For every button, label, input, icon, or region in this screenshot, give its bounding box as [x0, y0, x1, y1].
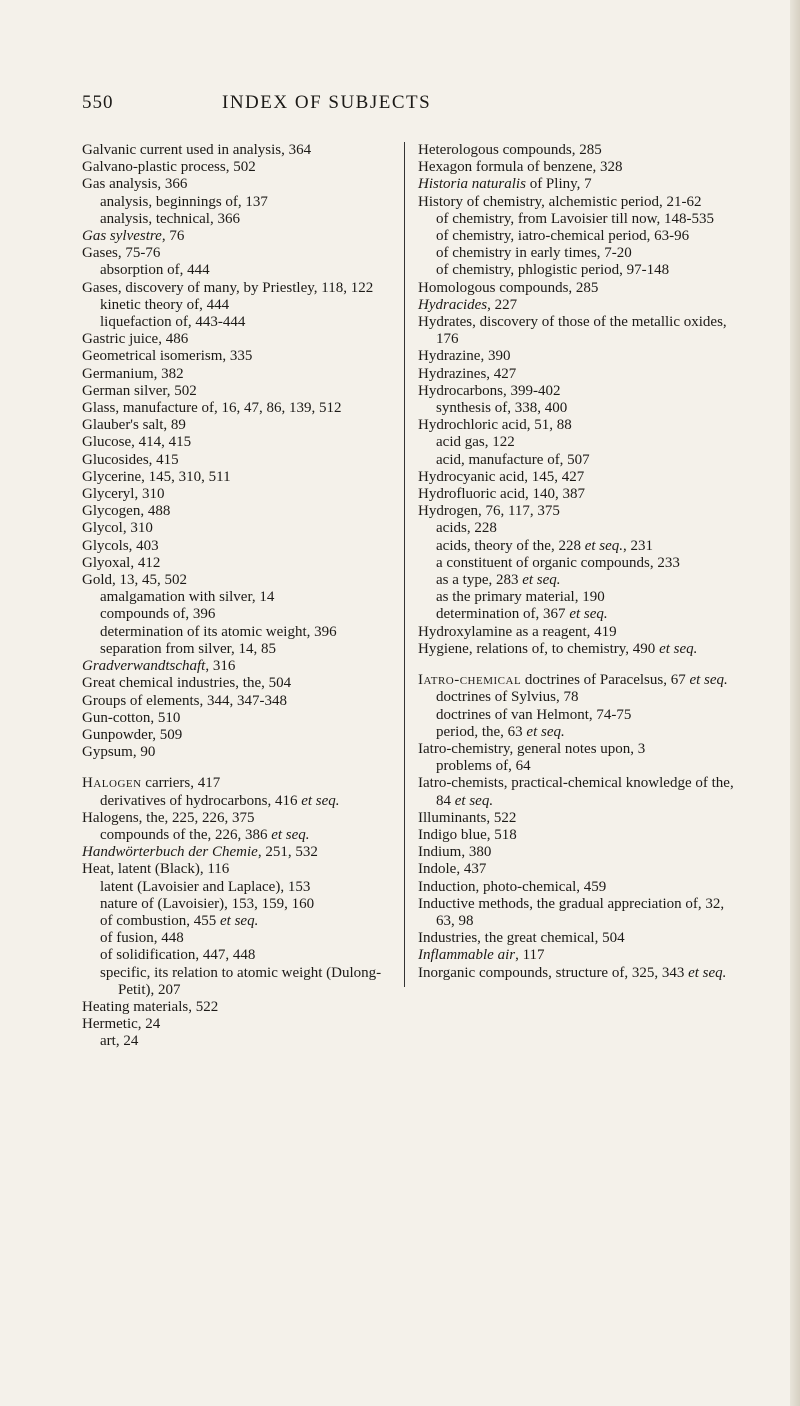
index-subentry: compounds of, 396	[100, 606, 216, 623]
index-entry: Handwörterbuch der Chemie, 251, 532	[82, 844, 318, 861]
index-entry: Galvanic current used in analysis, 364	[82, 142, 312, 158]
index-subentry: acid gas, 122	[436, 434, 515, 451]
column-divider	[404, 142, 405, 987]
index-entry: Glucosides, 415	[82, 451, 179, 468]
index-entry: Hydroxylamine as a reagent, 419	[418, 623, 617, 640]
index-entry: Inflammable air, 117	[418, 947, 545, 964]
index-subentry: synthesis of, 338, 400	[436, 400, 568, 417]
index-entry: Hermetic, 24	[82, 1016, 161, 1033]
index-entry: Glyceryl, 310	[82, 486, 165, 503]
index-subentry: determination of, 367 et seq.	[436, 606, 608, 623]
index-entry: Inductive methods, the gradual appreciation of, 32, 63, 98	[418, 895, 725, 929]
index-subentry: of chemistry, iatro-chemical period, 63-96	[436, 228, 690, 245]
index-subentry: derivatives of hydrocarbons, 416 et seq.	[100, 792, 340, 809]
index-entry: Glauber's salt, 89	[82, 417, 186, 434]
index-entry: Gun-cotton, 510	[82, 709, 181, 726]
index-subentry: compounds of the, 226, 386 et seq.	[100, 826, 310, 843]
index-entry: Groups of elements, 344, 347-348	[82, 692, 287, 709]
index-entry: Hydrochloric acid, 51, 88	[418, 417, 572, 434]
index-column-left	[82, 142, 398, 1051]
index-entry: Iatro-chemistry, general notes upon, 3	[418, 740, 646, 757]
index-entry: Induction, photo-chemical, 459	[418, 878, 607, 895]
index-entry: Illuminants, 522	[418, 809, 517, 826]
index-entry: Hydrogen, 76, 117, 375	[418, 503, 560, 520]
index-entry: Heterologous compounds, 285	[418, 142, 602, 158]
index-entry: Glycogen, 488	[82, 503, 171, 520]
index-entry: Homologous compounds, 285	[418, 279, 599, 296]
index-entry: Halogens, the, 225, 226, 375	[82, 809, 255, 826]
index-entry: Galvano-plastic process, 502	[82, 159, 256, 176]
index-subentry: doctrines of Sylvius, 78	[436, 689, 579, 706]
index-entry: Hexagon formula of benzene, 328	[418, 159, 623, 176]
page-edge	[790, 0, 800, 1406]
index-entry: Industries, the great chemical, 504	[418, 930, 625, 947]
index-entry: Indigo blue, 518	[418, 826, 517, 843]
index-subentry: acid, manufacture of, 507	[436, 451, 590, 468]
index-entry: Glass, manufacture of, 16, 47, 86, 139, 512	[82, 400, 342, 417]
index-subentry: liquefaction of, 443-444	[100, 314, 246, 331]
index-entry: Indium, 380	[418, 844, 492, 861]
index-entry: Hydracides, 227	[418, 296, 518, 313]
index-entry: German silver, 502	[82, 382, 197, 399]
index-subentry: a constituent of organic compounds, 233	[436, 554, 680, 571]
index-subentry: analysis, technical, 366	[100, 210, 240, 227]
index-subentry: kinetic theory of, 444	[100, 296, 230, 313]
page-header	[82, 92, 722, 116]
index-entry: Gastric juice, 486	[82, 331, 189, 348]
index-subentry: art, 24	[100, 1033, 139, 1050]
index-entry: Gas sylvestre, 76	[82, 228, 185, 245]
index-subentry: acids, 228	[436, 520, 497, 537]
index-subentry: as the primary material, 190	[436, 589, 605, 606]
index-entry: Gypsum, 90	[82, 744, 156, 761]
index-entry: Heat, latent (Black), 116	[82, 861, 230, 878]
index-entry: Glyoxal, 412	[82, 554, 161, 571]
index-subentry: of chemistry, from Lavoisier till now, 148-535	[436, 210, 714, 227]
index-subentry: latent (Lavoisier and Laplace), 153	[100, 878, 311, 895]
index-entry: Hydrofluoric acid, 140, 387	[418, 486, 586, 503]
index-entry: Halogen carriers, 417	[82, 775, 221, 792]
index-subentry: of chemistry, phlogistic period, 97-148	[436, 262, 670, 279]
index-subentry: amalgamation with silver, 14	[100, 589, 275, 606]
index-entry: Hydrocyanic acid, 145, 427	[418, 468, 585, 485]
index-entry: Gold, 13, 45, 502	[82, 572, 187, 589]
index-entry: Hydrazine, 390	[418, 348, 511, 365]
index-entry: Hydrocarbons, 399-402	[418, 382, 561, 399]
index-entry: Inorganic compounds, structure of, 325, 343 et seq.	[418, 964, 727, 981]
index-subentry: acids, theory of the, 228 et seq., 231	[436, 537, 654, 554]
index-entry: Gas analysis, 366	[82, 176, 188, 193]
index-entry: Historia naturalis of Pliny, 7	[418, 176, 592, 193]
index-entry: Gases, discovery of many, by Priestley, 118, 122	[82, 279, 374, 296]
index-subentry: of chemistry in early times, 7-20	[436, 245, 632, 262]
index-entry: Gases, 75-76	[82, 245, 161, 262]
index-entry: Hydrazines, 427	[418, 365, 517, 382]
index-subentry: period, the, 63 et seq.	[436, 723, 565, 740]
index-subentry: of fusion, 448	[100, 930, 184, 947]
index-entry: Iatro-chemists, practical-chemical knowledge of the, 84 et seq.	[418, 775, 734, 809]
index-subentry: of combustion, 455 et seq.	[100, 912, 259, 929]
index-subentry: separation from silver, 14, 85	[100, 640, 277, 657]
index-entry: Hygiene, relations of, to chemistry, 490 et seq.	[418, 640, 698, 657]
index-entry: Glycols, 403	[82, 537, 159, 554]
index-entry: Iatro-chemical doctrines of Paracelsus, 67 et seq.	[418, 672, 728, 689]
index-subentry: nature of (Lavoisier), 153, 159, 160	[100, 895, 315, 912]
page-number: 550	[82, 92, 114, 113]
index-entry: Indole, 437	[418, 861, 487, 878]
index-entry: Gradverwandtschaft, 316	[82, 658, 236, 675]
index-subentry: analysis, beginnings of, 137	[100, 193, 268, 210]
section-gap	[82, 761, 398, 775]
index-entry: Heating materials, 522	[82, 998, 219, 1015]
index-entry: Germanium, 382	[82, 365, 184, 382]
index-column-right	[418, 142, 740, 982]
index-entry: Hydrates, discovery of those of the metallic oxides, 176	[418, 314, 727, 348]
index-entry: Glycerine, 145, 310, 511	[82, 468, 231, 485]
index-subentry: as a type, 283 et seq.	[436, 572, 561, 589]
index-subentry: specific, its relation to atomic weight (Dulong-Petit), 207	[100, 964, 382, 998]
index-entry: History of chemistry, alchemistic period, 21-62	[418, 193, 702, 210]
index-entry: Glycol, 310	[82, 520, 153, 537]
index-subentry: determination of its atomic weight, 396	[100, 623, 337, 640]
index-subentry: absorption of, 444	[100, 262, 210, 279]
index-entry: Great chemical industries, the, 504	[82, 675, 292, 692]
index-subentry: problems of, 64	[436, 758, 531, 775]
index-entry: Glucose, 414, 415	[82, 434, 192, 451]
index-entry: Geometrical isomerism, 335	[82, 348, 253, 365]
index-subentry: doctrines of van Helmont, 74-75	[436, 706, 632, 723]
index-entry: Gunpowder, 509	[82, 726, 183, 743]
page-title: INDEX OF SUBJECTS	[222, 92, 432, 113]
index-subentry: of solidification, 447, 448	[100, 947, 256, 964]
section-gap	[418, 658, 740, 672]
